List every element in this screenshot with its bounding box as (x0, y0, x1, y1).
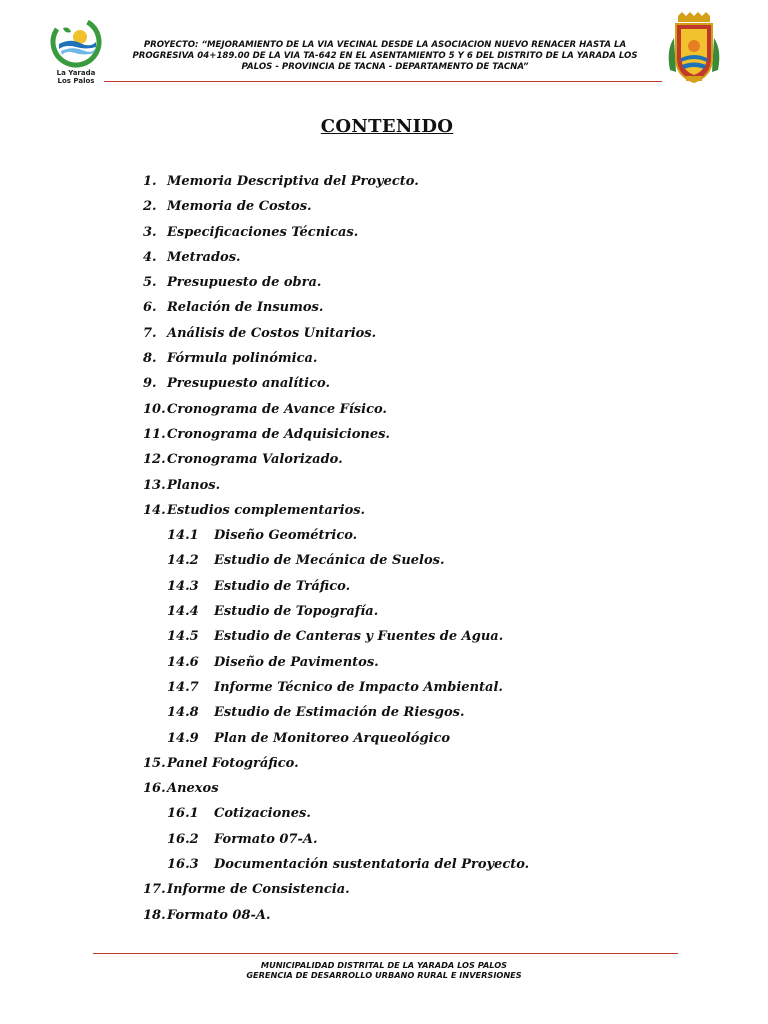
toc-item (0, 248, 768, 273)
toc-item-label: Presupuesto de obra. (167, 275, 322, 291)
toc-item-label: Memoria Descriptiva del Proyecto. (167, 174, 419, 189)
coat-of-arms (666, 10, 722, 86)
toc-item (0, 855, 768, 880)
toc-item (0, 577, 768, 602)
toc-item-number: 14.1 (167, 528, 199, 544)
toc-item-number: 17. (143, 882, 166, 898)
toc-item-number: 16.1 (167, 806, 199, 822)
toc-item (0, 754, 768, 779)
toc-item-label: Estudio de Tráfico. (214, 578, 351, 594)
toc-item-label: Plan de Monitoreo Arqueológico (214, 730, 451, 746)
toc-item-number: 2. (143, 199, 157, 215)
logo-text-line1: La Yarada (56, 69, 96, 77)
toc-item-number: 14.3 (167, 578, 199, 594)
footer-line2: GERENCIA DE DESARROLLO URBANO RURAL E INVERSIONES (246, 970, 522, 980)
toc-item-label: Informe de Consistencia. (167, 882, 350, 898)
toc-item (0, 374, 768, 399)
toc-item (0, 627, 768, 652)
footer (0, 960, 768, 980)
toc-item-number: 18. (143, 907, 166, 923)
toc-item (0, 223, 768, 248)
toc-item-label: Diseño Geométrico. (214, 528, 358, 544)
toc-item-label: Relación de Insumos. (167, 300, 324, 316)
toc-item-number: 16. (143, 781, 166, 797)
toc-item-label: Cronograma Valorizado. (167, 452, 343, 468)
toc-item (0, 324, 768, 349)
toc-item-number: 16.2 (167, 831, 199, 847)
toc-item (0, 172, 768, 197)
toc-item-label: Estudio de Canteras y Fuentes de Agua. (214, 629, 504, 645)
logo-text (50, 69, 102, 85)
project-line1: PROYECTO: “MEJORAMIENTO DE LA VIA VECINAL DESDE LA ASOCIACION NUEVO RENACER HASTA LA (143, 40, 627, 50)
toc-item-number: 5. (143, 275, 157, 291)
toc-item-label: Análisis de Costos Unitarios. (167, 325, 377, 341)
toc-item-number: 12. (143, 452, 166, 468)
toc-item (0, 273, 768, 298)
toc-item (0, 703, 768, 728)
toc-item (0, 779, 768, 804)
municipality-logo-icon (50, 16, 102, 68)
toc-item-label: Memoria de Costos. (167, 199, 312, 215)
toc-item-number: 14. (143, 502, 166, 518)
coat-of-arms-icon (666, 10, 722, 86)
toc-item (0, 298, 768, 323)
toc-item-number: 10. (143, 401, 166, 417)
toc-item-number: 14.8 (167, 705, 199, 721)
toc-item-label: Cronograma de Avance Físico. (167, 401, 387, 417)
toc-item (0, 526, 768, 551)
toc-item (0, 501, 768, 526)
toc-item-number: 11. (143, 426, 166, 442)
toc-item-number: 14.5 (167, 629, 199, 645)
toc-item-label: Estudios complementarios. (167, 502, 366, 518)
table-of-contents (0, 172, 768, 931)
toc-item (0, 602, 768, 627)
toc-item-label: Especificaciones Técnicas. (167, 224, 359, 240)
toc-item (0, 804, 768, 829)
toc-item-label: Anexos (167, 781, 219, 797)
toc-item-number: 3. (143, 224, 157, 240)
toc-item-label: Metrados. (167, 249, 241, 265)
footer-line1: MUNICIPALIDAD DISTRITAL DE LA YARADA LOS PALOS (260, 960, 508, 970)
toc-item (0, 880, 768, 905)
toc-item-number: 9. (143, 376, 157, 392)
toc-item-number: 14.4 (167, 604, 199, 620)
page-title: CONTENIDO (320, 116, 454, 137)
logo-text-line2: Los Palos (57, 77, 95, 85)
toc-item (0, 349, 768, 374)
toc-item-label: Panel Fotográfico. (167, 755, 299, 771)
project-line2: PROGRESIVA 04+189.00 DE LA VIA TA-642 EN EL ASENTAMIENTO 5 Y 6 DEL DISTRITO DE LA YARADA LOS (132, 51, 638, 61)
toc-item (0, 678, 768, 703)
toc-item-number: 14.6 (167, 654, 199, 670)
toc-item (0, 425, 768, 450)
toc-item-label: Formato 08-A. (167, 907, 271, 923)
toc-item (0, 729, 768, 754)
toc-item-number: 7. (143, 325, 157, 341)
toc-item (0, 400, 768, 425)
toc-item-label: Presupuesto analítico. (167, 376, 331, 392)
toc-item-label: Diseño de Pavimentos. (214, 654, 379, 670)
toc-item-number: 6. (143, 300, 157, 316)
toc-item-label: Estudio de Topografía. (214, 604, 379, 620)
toc-item (0, 551, 768, 576)
toc-item (0, 906, 768, 931)
toc-item-label: Estudio de Estimación de Riesgos. (214, 705, 465, 721)
toc-item-number: 14.9 (167, 730, 199, 746)
toc-item-number: 14.2 (167, 553, 199, 569)
toc-item (0, 830, 768, 855)
project-line3: PALOS - PROVINCIA DE TACNA - DEPARTAMENTO DE TACNA” (241, 62, 529, 72)
toc-item-number: 16.3 (167, 857, 199, 873)
toc-item-number: 15. (143, 755, 166, 771)
toc-item (0, 476, 768, 501)
header-divider (104, 81, 662, 82)
project-header (110, 40, 660, 73)
toc-item-label: Estudio de Mecánica de Suelos. (214, 553, 445, 569)
toc-item-label: Planos. (167, 477, 221, 493)
toc-item (0, 653, 768, 678)
footer-divider (93, 953, 678, 954)
toc-item-label: Formato 07-A. (214, 831, 318, 847)
municipality-logo (50, 16, 102, 86)
toc-item-number: 1. (143, 174, 157, 189)
toc-item-label: Informe Técnico de Impacto Ambiental. (214, 679, 503, 695)
toc-item (0, 450, 768, 475)
toc-item-number: 13. (143, 477, 166, 493)
toc-item (0, 197, 768, 222)
toc-item-number: 8. (143, 351, 157, 367)
toc-item-number: 14.7 (167, 679, 199, 695)
toc-item-label: Documentación sustentatoria del Proyecto. (214, 857, 530, 873)
toc-item-label: Cotizaciones. (214, 806, 311, 822)
toc-item-number: 4. (143, 249, 157, 265)
toc-item-label: Cronograma de Adquisiciones. (167, 426, 390, 442)
toc-item-label: Fórmula polinómica. (167, 351, 318, 367)
